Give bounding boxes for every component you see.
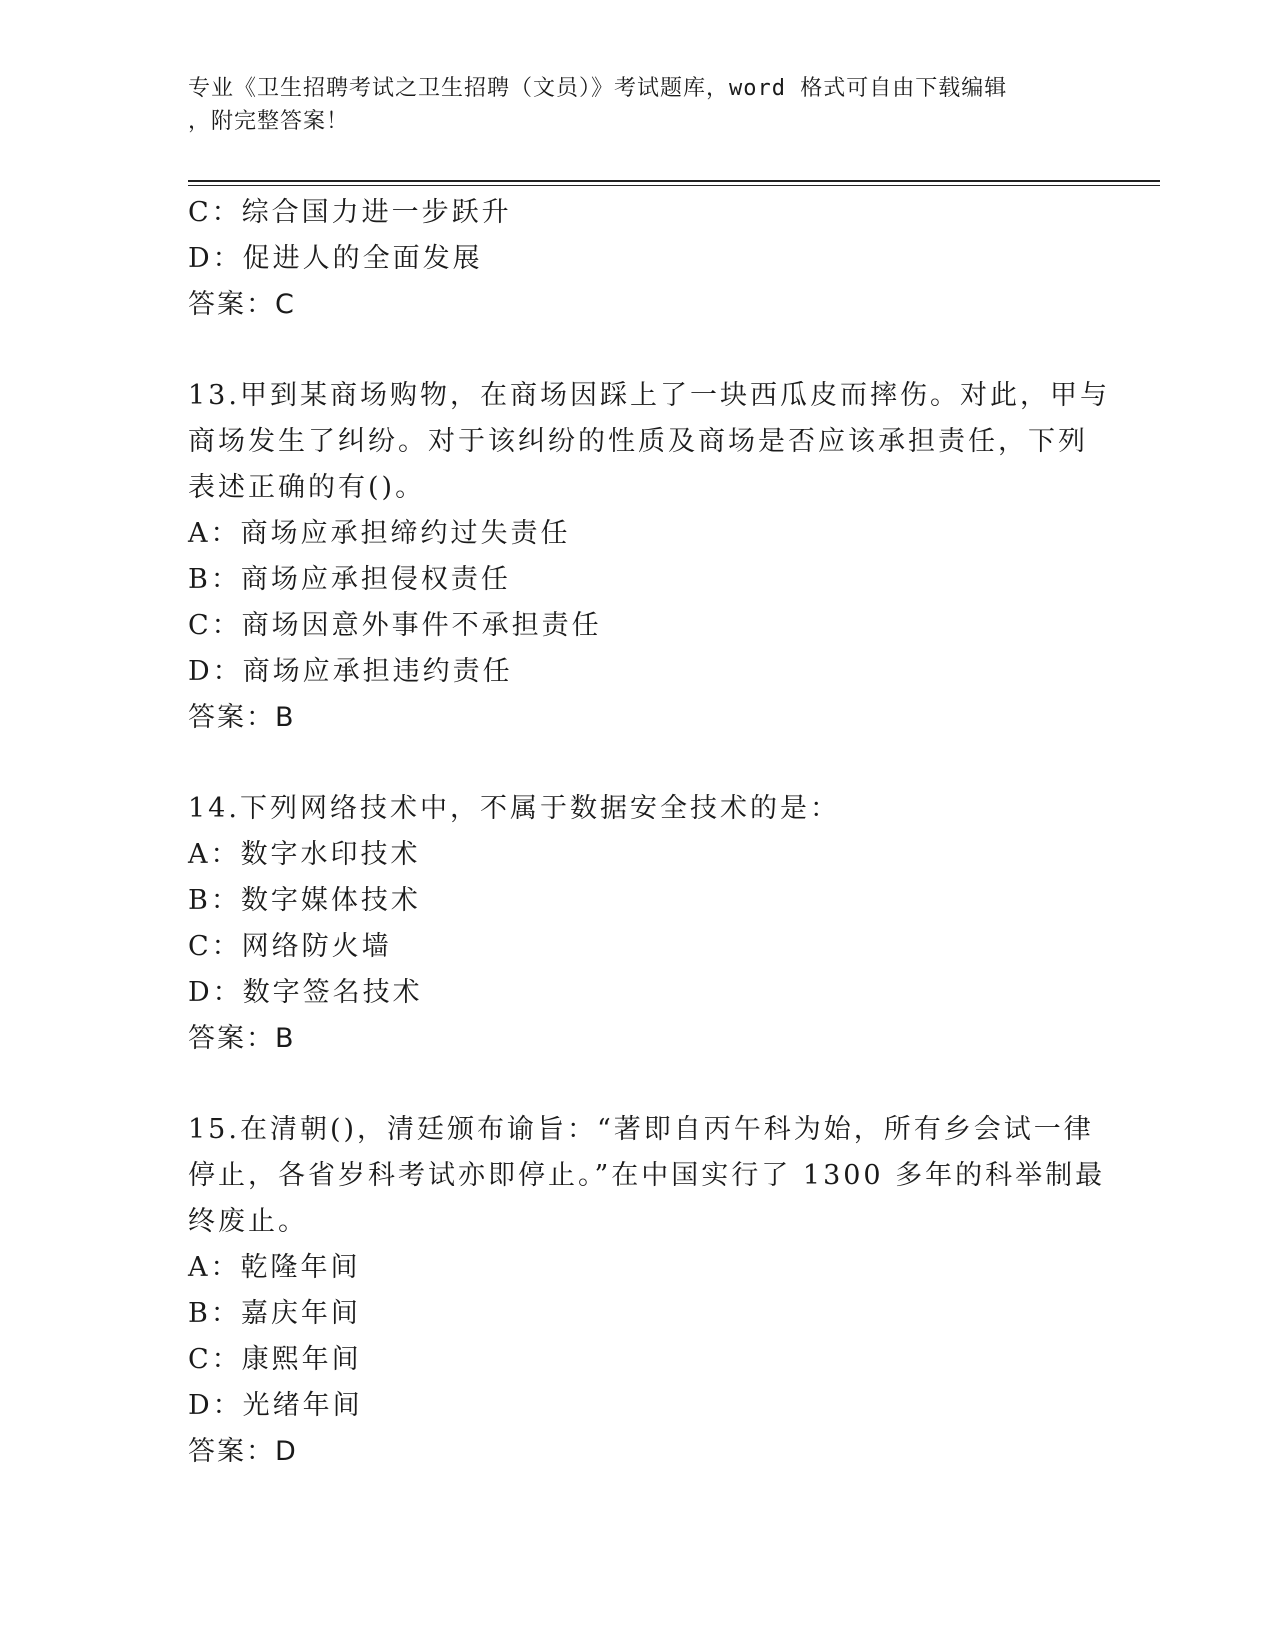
option-c: C：商场因意外事件不承担责任 — [188, 610, 602, 641]
question-stem-line: 停止，各省岁科考试亦即停止。”在中国实行了 1300 多年的科举制最 — [188, 1160, 1106, 1191]
question-stem-line: 表述正确的有()。 — [188, 472, 426, 503]
question-15 — [188, 1107, 1106, 1475]
question-stem-line: 14.下列网络技术中，不属于数据安全技术的是： — [188, 793, 840, 824]
answer-text: 答案：C — [188, 289, 296, 320]
question-stem-line: 15.在清朝()，清廷颁布谕旨：“著即自丙午科为始，所有乡会试一律 — [188, 1114, 1094, 1145]
header-line-2: ，附完整答案！ — [188, 109, 350, 134]
option-b: B：商场应承担侵权责任 — [188, 564, 511, 595]
option-a: A：乾隆年间 — [188, 1252, 361, 1283]
option-c: C：网络防火墙 — [188, 931, 392, 962]
option-a: A：数字水印技术 — [188, 839, 421, 870]
option-d: D：数字签名技术 — [188, 977, 423, 1008]
option-c: C：综合国力进一步跃升 — [188, 197, 512, 228]
option-a: A：商场应承担缔约过失责任 — [188, 518, 571, 549]
question-stem-line: 商场发生了纠纷。对于该纠纷的性质及商场是否应该承担责任，下列 — [188, 426, 1088, 457]
answer-text: 答案：D — [188, 1436, 298, 1467]
question-list — [188, 190, 1110, 1475]
option-d: D：商场应承担违约责任 — [188, 656, 513, 687]
question-stem-line: 终废止。 — [188, 1206, 308, 1237]
option-d: D：促进人的全面发展 — [188, 243, 483, 274]
option-c: C：康熙年间 — [188, 1344, 362, 1375]
header-divider-thick — [188, 180, 1160, 182]
question-14 — [188, 786, 1088, 1062]
question-12-continued — [188, 190, 1088, 328]
document-header — [188, 72, 1068, 138]
header-divider-thin — [188, 185, 1160, 186]
question-stem-line: 13.甲到某商场购物，在商场因踩上了一块西瓜皮而摔伤。对此，甲与 — [188, 380, 1110, 411]
answer-text: 答案：B — [188, 702, 296, 733]
answer-text: 答案：B — [188, 1023, 296, 1054]
option-b: B：数字媒体技术 — [188, 885, 421, 916]
question-13 — [188, 373, 1110, 741]
option-b: B：嘉庆年间 — [188, 1298, 361, 1329]
option-d: D：光绪年间 — [188, 1390, 363, 1421]
header-line-1: 专业《卫生招聘考试之卫生招聘（文员）》考试题库，word 格式可自由下载编辑 — [188, 76, 1008, 101]
